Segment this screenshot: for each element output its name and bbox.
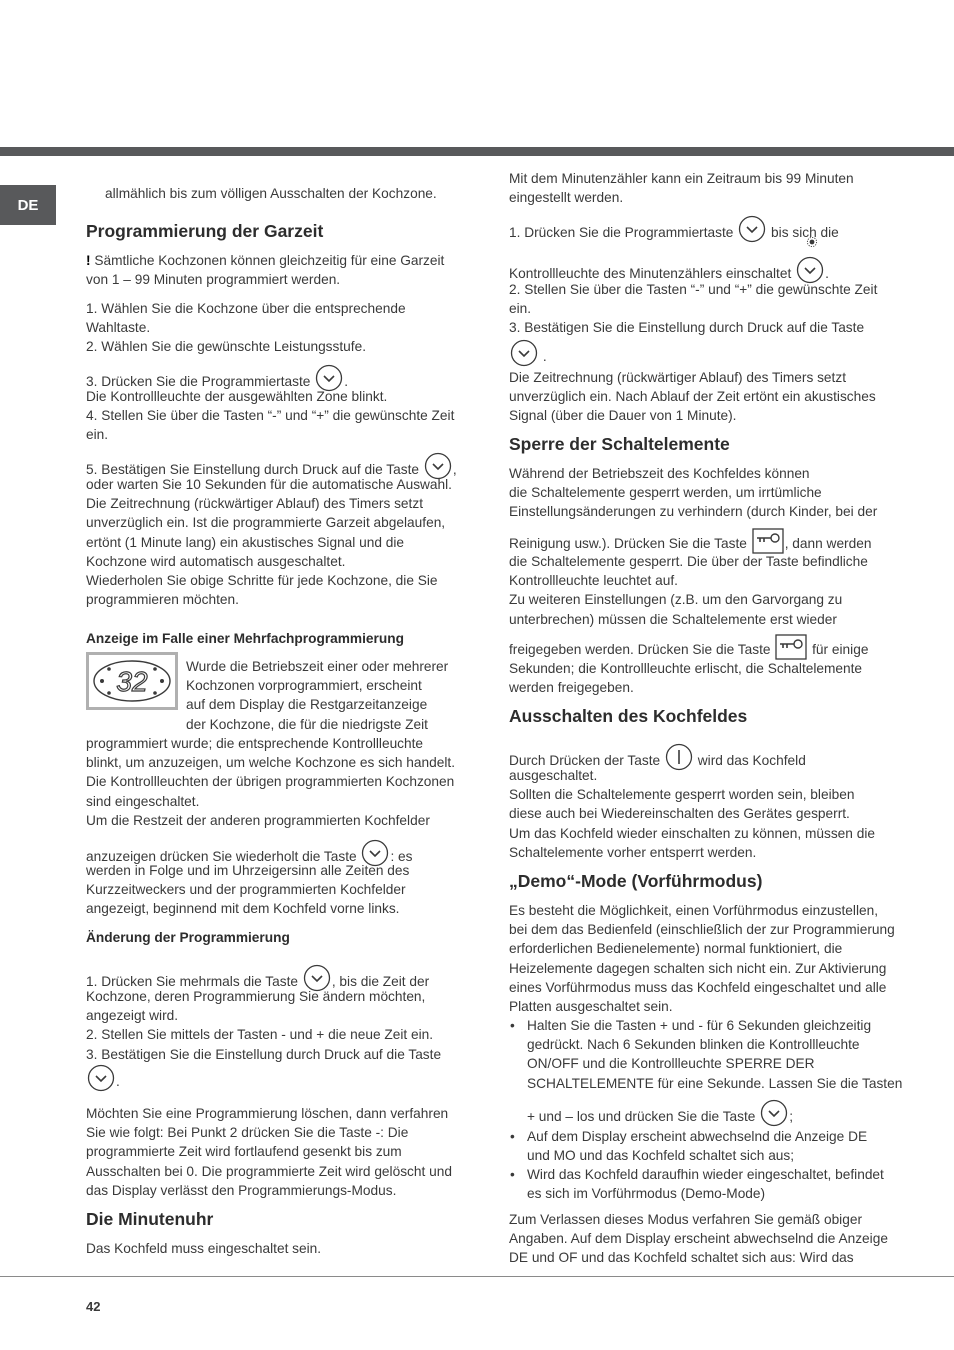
body-line: unverzüglich ein. Nach Ablauf der Zeit ertönt ein akustisches	[509, 389, 876, 405]
body-line: Möchten Sie eine Programmierung löschen, dann verfahren	[86, 1106, 449, 1121]
timer-key-icon	[510, 339, 538, 367]
body-line: bei dem das Bedienfeld (einschließlich der zur Programmierung	[509, 922, 895, 938]
body-line: eingestellt werden.	[509, 190, 624, 206]
lock-text-a	[509, 464, 904, 522]
step-line: 1. Wählen Sie die Kochzone über die entsprechende	[86, 301, 406, 316]
step-line: 3. Bestätigen Sie die Einstellung durch Druck auf die Taste	[86, 1046, 442, 1062]
body-line: Um das Kochfeld wieder einschalten zu können, müssen die	[509, 825, 875, 841]
step-line: 4. Stellen Sie über die Tasten “-” und “+” die gewünschte Zeit	[86, 408, 455, 424]
change-key	[86, 1064, 468, 1092]
body-line: Zu weiteren Einstellungen (z.B. um den Garvorgang zu	[509, 592, 843, 608]
indicator-dot	[107, 667, 111, 671]
list-item	[509, 1016, 904, 1127]
prog-note	[86, 251, 468, 289]
body-line: für einige	[812, 642, 869, 657]
multi-text-full	[86, 734, 468, 830]
timer-countdown	[509, 368, 904, 426]
list-item	[509, 1165, 904, 1203]
warning-mark: !	[86, 253, 91, 268]
demo-heading: „Demo“-Mode (Vorführmodus)	[509, 871, 763, 891]
body-line: Während der Betriebszeit des Kochfeldes können	[509, 466, 810, 481]
step-line: , bis die Zeit der	[331, 974, 430, 989]
punct: .	[116, 1074, 120, 1089]
body-line: freigegeben werden. Drücken Sie die Taste	[509, 642, 771, 657]
step-line: Die Kontrollleuchte der ausgewählten Zone blinkt.	[86, 389, 388, 404]
body-line: blinkt, um anzuzeigen, um welche Kochzone es sich handelt.	[86, 755, 456, 771]
language-tab-label: DE	[17, 196, 39, 214]
body-line: das Display verlässt den Programmierungs-Modus.	[86, 1182, 397, 1198]
list-item	[509, 1127, 904, 1165]
body-line: Reinigung usw.). Drücken Sie die Taste	[509, 536, 747, 551]
body-line: Sollten die Schaltelemente gesperrt worden sein, bleiben	[509, 787, 855, 803]
step-line: 1. Drücken Sie mehrmals die Taste	[86, 974, 298, 989]
body-line: • Wird das Kochfeld daraufhin wieder eingeschaltet, befindet	[527, 1167, 884, 1183]
body-line: programmierte Zeit wird fortlaufend gesenkt bis zum	[86, 1144, 402, 1160]
body-line: ON/OFF und die Kontrollleuchte SPERRE DER	[527, 1056, 815, 1072]
step-line: Kontrollleuchte des Minutenzählers einschaltet	[509, 266, 792, 281]
display-digits: 32	[116, 666, 148, 697]
multi-heading: Anzeige im Falle einer Mehrfachprogrammierung	[86, 631, 404, 646]
indicator-dot	[153, 691, 157, 695]
change-steps-rest	[86, 987, 468, 1064]
body-line: Die Zeitrechnung (rückwärtiger Ablauf) des Timers setzt	[86, 496, 423, 512]
body-line: unterbrechen) müssen die Schaltelemente erst wieder	[509, 611, 837, 627]
body-line: Kochzone wird automatisch ausgeschaltet.	[86, 553, 346, 569]
delete-text	[86, 1104, 468, 1200]
body-line: programmieren möchten.	[86, 592, 239, 608]
body-line: unverzüglich ein. Ist die programmierte Garzeit abgelaufen,	[86, 515, 446, 531]
minute-text: Das Kochfeld muss eingeschaltet sein.	[86, 1241, 322, 1256]
key-lock-icon	[752, 528, 784, 554]
step-line: bis sich die	[771, 225, 839, 240]
step-line: 3. Bestätigen Sie die Einstellung durch Druck auf die Taste	[509, 320, 865, 336]
body-line: Heizelemente dagegen schalten sich nicht ein. Zur Aktivierung	[509, 960, 887, 976]
body-line: Einstellungsänderungen zu verhindern (durch Kinder, bei der	[509, 504, 878, 520]
lock-text-b	[509, 552, 904, 629]
demo-bullet-list	[509, 1016, 904, 1204]
indicator-dot	[100, 679, 104, 683]
body-line: wird das Kochfeld	[697, 753, 806, 768]
prog-step-3b-4	[86, 387, 468, 445]
prog-heading: Programmierung der Garzeit	[86, 221, 324, 241]
lock-heading: Sperre der Schaltelemente	[509, 434, 730, 454]
body-line: Wurde die Betriebszeit einer oder mehrerer	[186, 659, 449, 674]
body-line: Es besteht die Möglichkeit, einen Vorführmodus einzustellen,	[509, 903, 879, 918]
sun-indicator-icon	[806, 234, 818, 253]
body-line: ertönt (1 Minute lang) ein akustisches Signal und die	[86, 534, 405, 550]
step-line: Kochzone, deren Programmierung Sie ändern möchten,	[86, 989, 426, 1004]
step-line: 2. Stellen Sie über die Tasten “-” und “+” die gewünschte Zeit	[509, 282, 878, 297]
punct: .	[344, 374, 349, 389]
body-line: die Schaltelemente gesperrt. Die über der Taste befindliche	[509, 554, 868, 569]
body-line: Die Kontrollleuchten der übrigen programmierten Kochzonen	[86, 774, 455, 790]
step-line: 5. Bestätigen Sie Einstellung durch Druck auf die Taste	[86, 462, 420, 477]
prog-note-line: Sämtliche Kochzonen können gleichzeitig für eine Garzeit	[90, 253, 445, 268]
punct: ,	[452, 462, 457, 477]
off-heading: Ausschalten des Kochfeldes	[509, 706, 748, 726]
body-line: und MO und das Kochfeld schaltet sich aus;	[527, 1148, 795, 1164]
timer-key-icon	[87, 1064, 115, 1092]
timer-key-icon	[760, 1099, 788, 1127]
body-line: Die Zeitrechnung (rückwärtiger Ablauf) des Timers setzt	[509, 370, 846, 385]
step-line: 3. Drücken Sie die Programmiertaste	[86, 374, 311, 389]
step-line: 1. Drücken Sie die Programmiertaste	[509, 225, 734, 240]
indicator-dot	[107, 691, 111, 695]
body-line: diese auch bei Wiedereinschalten des Gerätes gesperrt.	[509, 806, 850, 822]
indicator-dot	[160, 679, 164, 683]
body-line: Zum Verlassen dieses Modus verfahren Sie gemäß obiger	[509, 1212, 863, 1227]
change-heading: Änderung der Programmierung	[86, 930, 290, 945]
step-line: 2. Wählen Sie die gewünschte Leistungsstufe.	[86, 339, 367, 355]
punct: .	[825, 266, 829, 281]
header-bar	[0, 147, 954, 156]
body-line: Kurzzeitweckers und der programmierten Kochfelder	[86, 882, 406, 898]
body-line: Sie wie folgt: Bei Punkt 2 drücken Sie die Taste -: Die	[86, 1125, 409, 1141]
body-line: Kochzonen vorprogrammiert, erscheint	[186, 678, 422, 694]
lock-key-2	[509, 634, 904, 660]
body-line: Kontrollleuchte leuchtet auf.	[509, 573, 678, 589]
demo-exit	[509, 1210, 904, 1268]
step-line: ein.	[86, 427, 109, 443]
body-line: Angaben. Auf dem Display erscheint abwechselnd die Anzeige	[509, 1231, 888, 1247]
body-line: Ausschalten bei 0. Die programmierte Zeit wird gelöscht und	[86, 1163, 452, 1179]
body-line: anzuzeigen drücken Sie wiederholt die Taste	[86, 849, 357, 864]
body-line: gedrückt. Nach 6 Sekunden blinken die Kontrollleuchte	[527, 1037, 860, 1053]
timer-key-icon	[738, 215, 766, 243]
body-line: es sich im Vorführmodus (Demo-Mode)	[527, 1186, 766, 1202]
punct: .	[542, 349, 547, 364]
prog-step-5-rest	[86, 475, 468, 609]
body-line: • Halten Sie die Tasten + und - für 6 Sekunden gleichzeitig	[527, 1018, 872, 1033]
step-line: Wahltaste.	[86, 320, 151, 336]
timer-steps	[509, 280, 904, 338]
step-line: ein.	[509, 301, 532, 317]
intro-text: allmählich bis zum völligen Ausschalten der Kochzone.	[105, 186, 437, 201]
body-line: ausgeschaltet.	[509, 768, 598, 783]
language-tab	[0, 185, 56, 225]
timer-step-1	[509, 215, 904, 243]
body-line: werden freigegeben.	[509, 680, 634, 696]
body-line: : es	[390, 849, 413, 864]
body-line: erforderlichen Bedienelemente) normal funktioniert, die	[509, 941, 843, 957]
body-line: die Schaltelemente gesperrt werden, um irrtümliche	[509, 485, 822, 501]
body-line: Wiederholen Sie obige Schritte für jede Kochzone, die Sie	[86, 573, 438, 589]
body-line: Signal (über die Dauer von 1 Minute).	[509, 408, 737, 424]
body-line: SCHALTELEMENTE für eine Sekunde. Lassen Sie die Tasten	[527, 1075, 903, 1091]
lock-text-c	[509, 659, 904, 697]
step-line: 2. Stellen Sie mittels der Tasten - und + die neue Zeit ein.	[86, 1027, 434, 1043]
body-line: • Auf dem Display erscheint abwechselnd die Anzeige DE	[527, 1128, 868, 1144]
body-line: + und – los und drücken Sie die Taste	[527, 1108, 756, 1124]
body-line: , dann werden	[784, 536, 872, 551]
body-line: Mit dem Minutenzähler kann ein Zeitraum bis 99 Minuten	[509, 171, 854, 186]
key-lock-icon	[775, 634, 807, 660]
timer-key	[509, 339, 904, 367]
body-line: Platten ausgeschaltet sein.	[509, 999, 673, 1015]
body-line: Sekunden; die Kontrollleuchte erlischt, die Schaltelemente	[509, 661, 863, 676]
body-line: werden in Folge und im Uhrzeigersinn alle Zeiten des	[86, 863, 410, 878]
demo-text	[509, 901, 904, 1016]
multi-text-side	[186, 657, 468, 734]
multi-text-end	[86, 861, 468, 919]
body-line: DE und OF und das Kochfeld schaltet sich aus: Wird das	[509, 1250, 854, 1266]
timer-intro	[509, 169, 904, 207]
page-number: 42	[86, 1299, 101, 1314]
prog-steps-1-2	[86, 299, 468, 357]
body-line: oder warten Sie 10 Sekunden für die automatische Auswahl.	[86, 477, 452, 492]
body-line: programmiert wurde; die entsprechende Kontrollleuchte	[86, 736, 424, 751]
body-line: auf dem Display die Restgarzeitanzeige	[186, 697, 428, 713]
body-line: Schaltelemente vorher entsperrt werden.	[509, 844, 757, 860]
display-illustration	[86, 652, 178, 710]
body-line: der Kochzone, die für die niedrigste Zeit	[186, 716, 428, 732]
indicator-dot	[153, 667, 157, 671]
body-line: sind eingeschaltet.	[86, 793, 200, 809]
minute-heading: Die Minutenuhr	[86, 1209, 214, 1229]
footer-rule	[0, 1276, 954, 1277]
body-line: eines Vorführmodus muss das Kochfeld eingeschaltet und alle	[509, 979, 887, 995]
lock-key-1	[509, 528, 904, 554]
punct: ;	[789, 1108, 794, 1124]
step-line: angezeigt wird.	[86, 1008, 179, 1024]
body-line: angezeigt, beginnend mit dem Kochfeld vorne links.	[86, 901, 400, 917]
off-text	[509, 766, 904, 862]
prog-note-line: von 1 – 99 Minuten programmiert werden.	[86, 272, 341, 288]
body-line: Um die Restzeit der anderen programmierten Kochfelder	[86, 812, 430, 828]
body-line: Durch Drücken der Taste	[509, 753, 661, 768]
